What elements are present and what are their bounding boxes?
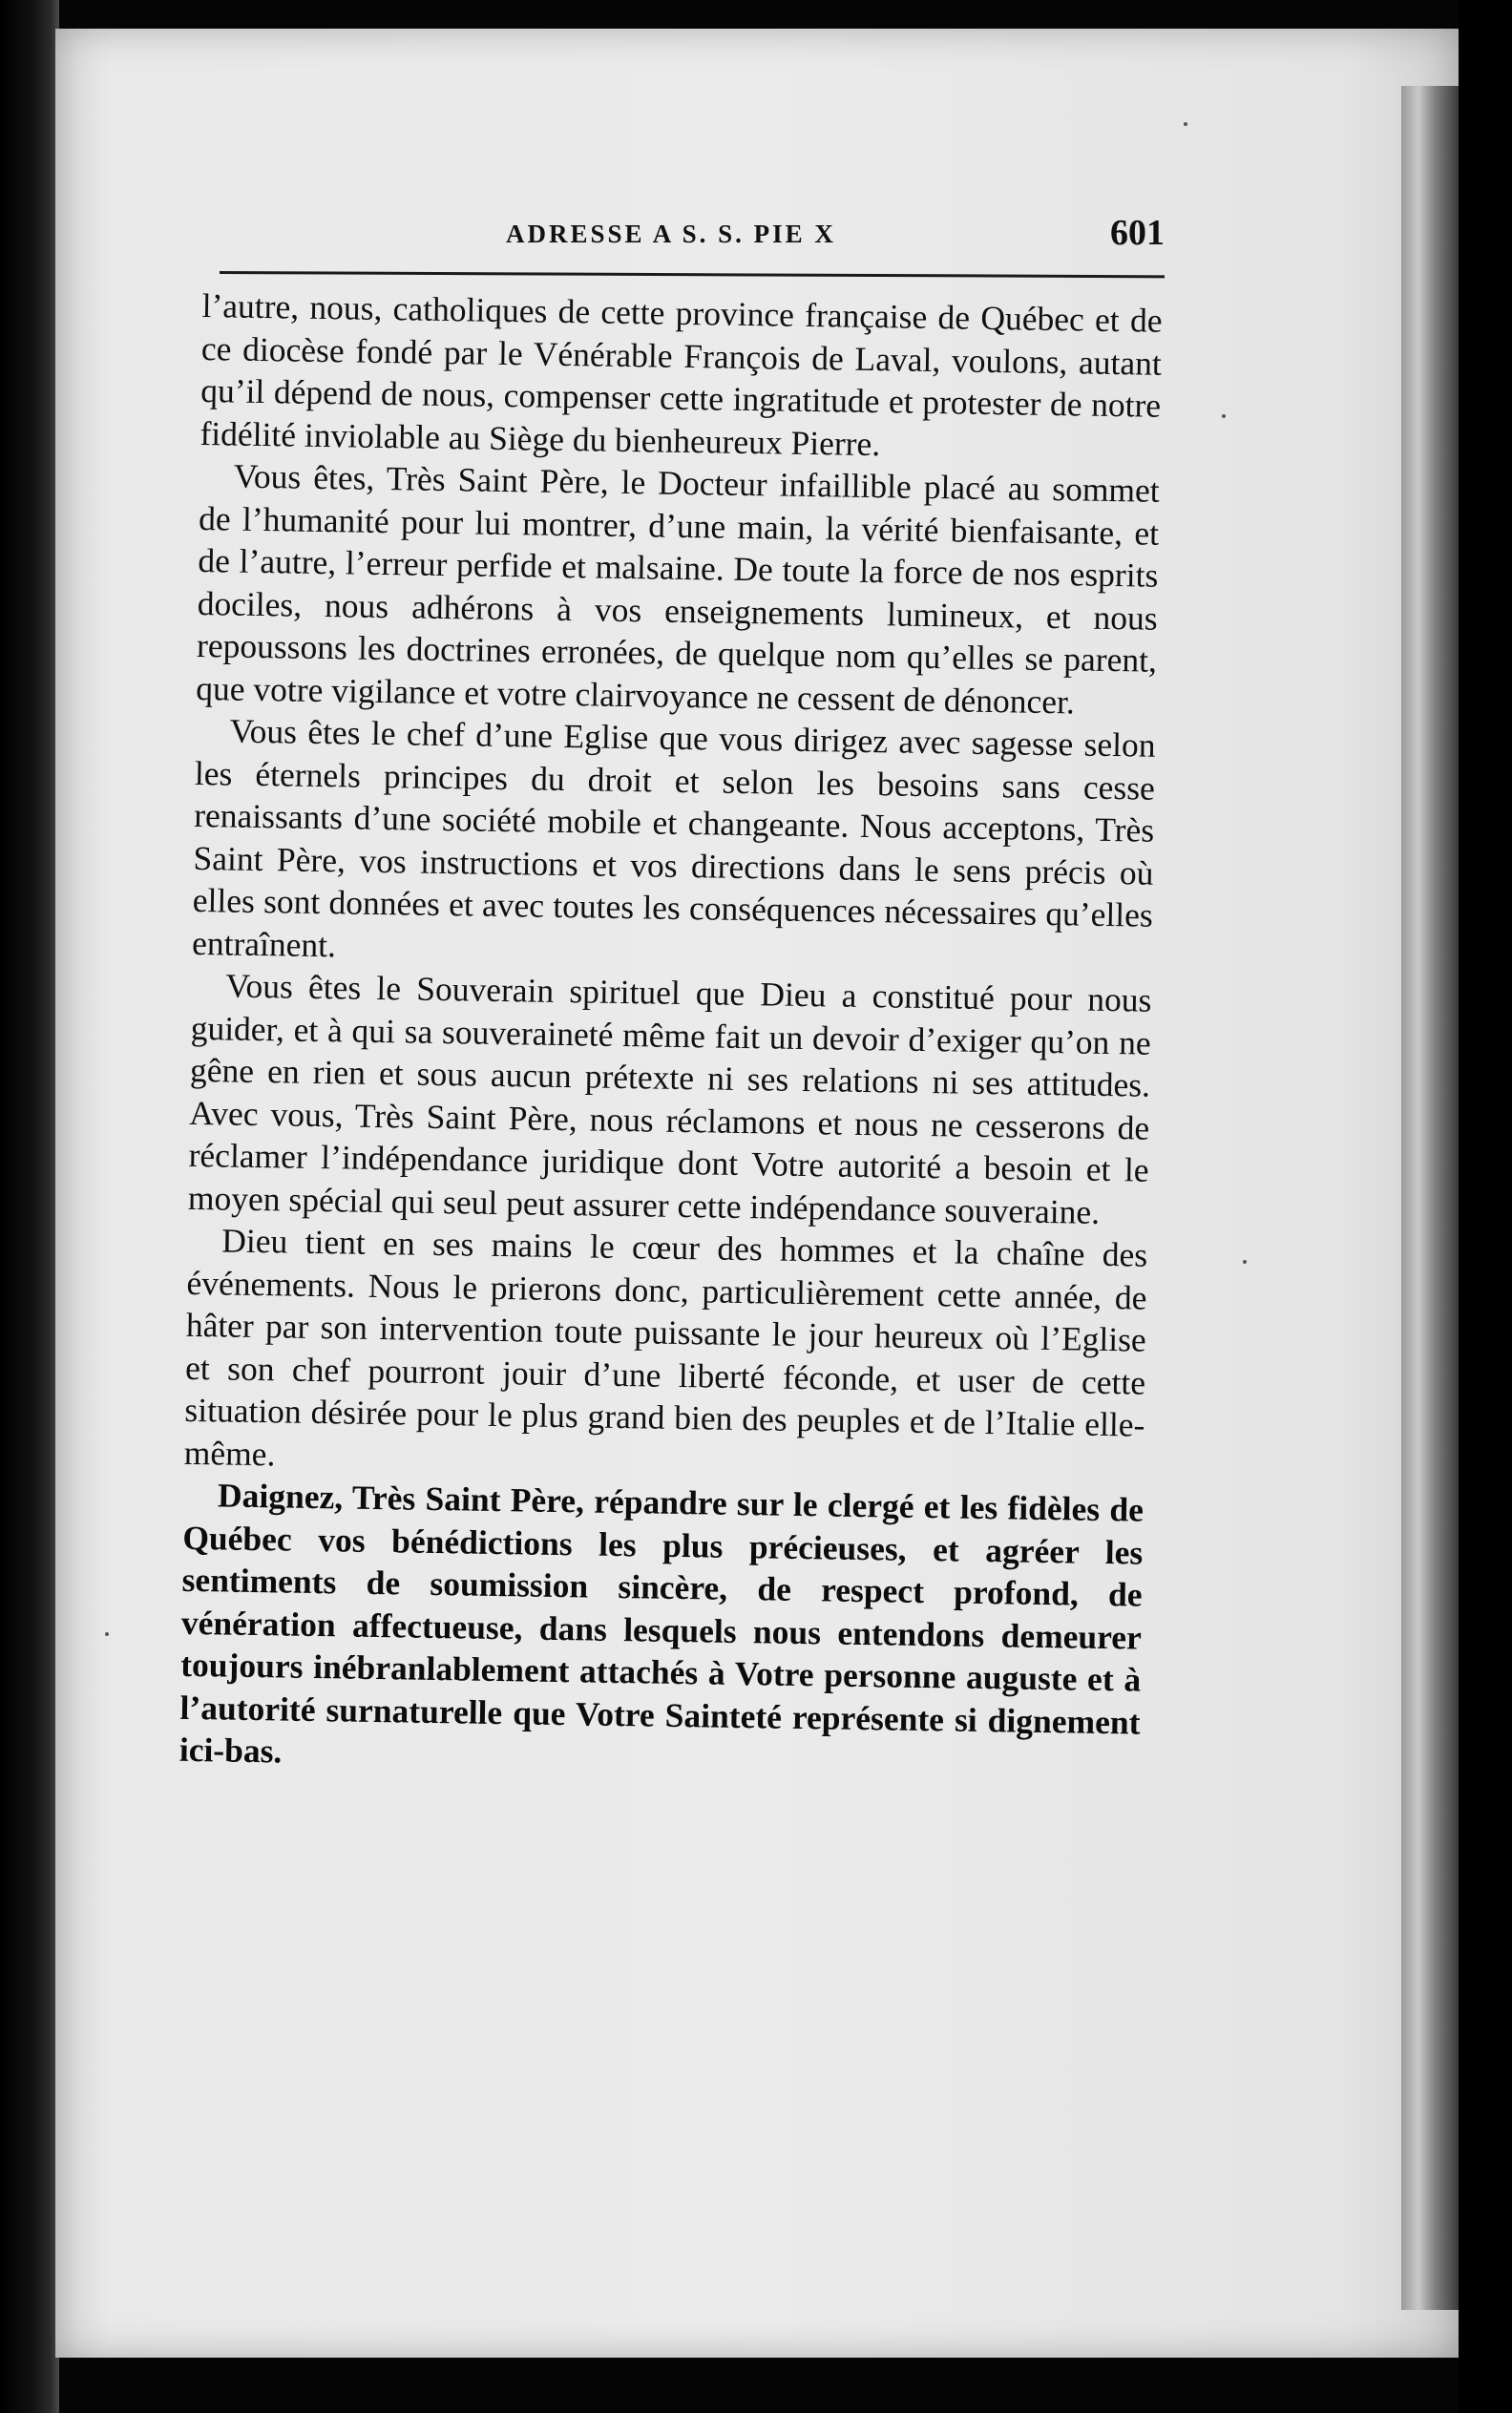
scan-speck: [1184, 122, 1187, 126]
book-gutter-shadow: [0, 0, 59, 2413]
body-text: [176, 284, 1163, 2018]
page-stack-edge: [1401, 86, 1459, 2310]
paragraph-docteur: Vous êtes, Très Saint Père, le Docteur infaillible placé au sommet de l’humanité pour lui montrer, d’une main, la vérité bienfaisante, et de l’autre, l’erreur perfide et malsaine. De toute la force de nos esprits dociles, nous adhérons à vos enseignements lumineux, et nous repoussons les doctrines erronées, de quelque nom qu’elles se parent, que votre vigilance et votre clairvoyance ne cessent de dénoncer.: [196, 456, 1161, 721]
paragraph-souverain: Vous êtes le Souverain spirituel que Dieu a constitué pour nous guider, et à qui sa souveraineté même fait un devoir d’exiger qu’on ne gêne en rien et sous aucun prétexte ni ses relations ni ses attitudes. Avec vous, Très Saint Père, nous réclamons et nous ne cesserons de réclamer l’indépendance juridique dont Votre autorité a besoin et le moyen spécial qui seul peut assurer cette indépendance souveraine.: [187, 966, 1152, 1231]
scan-speck: [105, 1632, 109, 1636]
running-head: ADRESSE A S. S. PIE X: [506, 220, 836, 248]
scan-border-right: [1459, 0, 1512, 2413]
paragraph-chef-eglise: Vous êtes le chef d’une Eglise que vous dirigez avec sagesse selon les éternels principes du droit et selon les besoins sans cesse renaissants d’une société mobile et changeante. Nous acceptons, Très Saint Père, vos instructions et vos directions dans le sens précis où elles sont données et avec toutes les conséquences nécessaires qu’elles entraînent.: [191, 711, 1156, 964]
scan-speck: [1243, 1260, 1247, 1264]
page-number: 601: [1110, 213, 1165, 253]
scan-speck: [1222, 414, 1226, 418]
paragraph-continuation: l’autre, nous, catholiques de cette province française de Québec et de ce diocèse fondé par le Vénérable François de Laval, voulons, autant qu’il dépend de nous, compenser cette ingratitude et protester de notre fidélité inviolable au Siège du bienheureux Pierre.: [200, 285, 1163, 463]
paragraph-daignez: Daignez, Très Saint Père, répandre sur le clergé et les fidèles de Québec vos bénédictions les plus précieuses, et agréer les sentiments de soumission sincère, de respect profond, de vénération affectueuse, dans lesquels nous entendons demeurer toujours inébranlablement attachés à Votre personne auguste et à l’autorité surnaturelle que Votre Sainteté représente si dignement ici-bas.: [178, 1476, 1144, 1771]
page-header: [220, 212, 1165, 269]
paragraph-dieu: Dieu tient en ses mains le cœur des hommes et la chaîne des événements. Nous le prierons donc, particulièrement cette année, de hâter par son intervention toute puissante le jour heureux où l’Eglise et son chef pourront jouir d’une liberté féconde, et user de cette situation désirée pour le plus grand bien des peuples et de l’Italie elle-même.: [183, 1221, 1148, 1473]
